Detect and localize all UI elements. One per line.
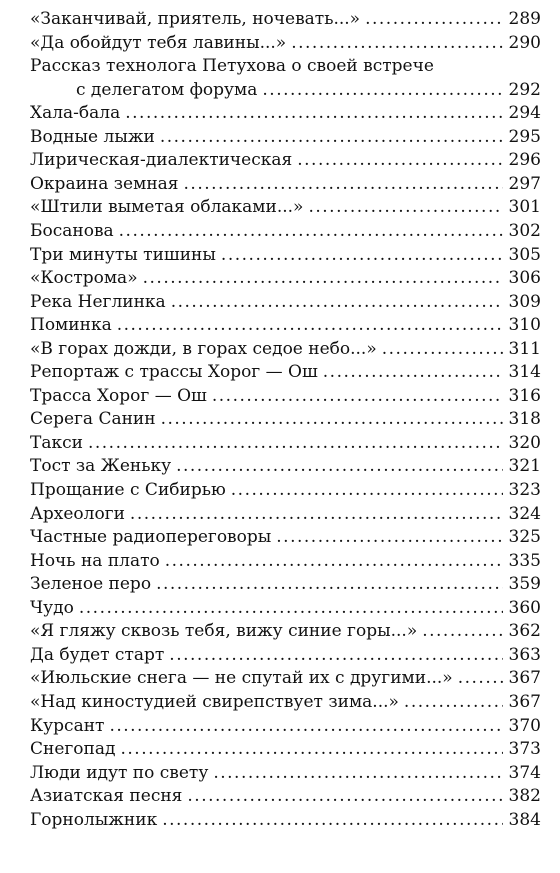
toc-entry-title: Люди идут по свету (30, 762, 209, 783)
toc-entry-page: 335 (508, 550, 541, 571)
toc-entry (30, 786, 541, 806)
toc-dot-leader (79, 598, 503, 618)
toc-dot-leader (169, 645, 502, 665)
toc-dot-leader (88, 433, 503, 453)
toc-dot-leader (165, 551, 503, 571)
toc-entry-page: 311 (508, 338, 541, 359)
toc-entry-title: Водные лыжи (30, 126, 155, 147)
toc-dot-leader (120, 739, 502, 759)
toc-entry-title: «Штили выметая облаками...» (30, 197, 304, 218)
toc-dot-leader (404, 692, 503, 712)
toc-entry-title: «Июльские снега — не спутай их с другими...» (30, 668, 453, 689)
toc-entry (30, 433, 541, 453)
toc-entry-title: «Заканчивай, приятель, ночевать...» (30, 9, 361, 29)
toc-entry-page: 297 (508, 173, 541, 194)
toc-entry-page: 367 (508, 691, 541, 712)
toc-entry-page: 374 (508, 762, 541, 783)
toc-entry-page: 305 (508, 244, 541, 265)
toc-entry-title: Река Неглинка (30, 291, 166, 312)
toc-dot-leader (422, 621, 502, 641)
toc-entry (30, 574, 541, 594)
toc-dot-leader (231, 480, 503, 500)
toc-entry (30, 127, 541, 147)
toc-entry (30, 221, 541, 241)
toc-entry-page: 360 (508, 597, 541, 618)
toc-entry (30, 150, 541, 170)
toc-entry-title: Лирическая-диалектическая (30, 150, 293, 171)
toc-dot-leader (276, 527, 502, 547)
toc-entry (30, 551, 541, 571)
toc-entry-title: «В горах дожди, в горах седое небо...» (30, 338, 377, 359)
toc-entry-title: Тост за Женьку (30, 456, 172, 477)
toc-entry-title: Частные радиопереговоры (30, 527, 272, 548)
toc-entry (30, 739, 541, 759)
toc-entry-title: Хала-бала (30, 103, 121, 124)
toc-entry-title: Снегопад (30, 739, 116, 760)
toc-dot-leader (119, 221, 503, 241)
toc-entry-title: «Я гляжу сквозь тебя, вижу синие горы...» (30, 621, 418, 642)
toc-entry (30, 621, 541, 641)
toc-entry (30, 9, 541, 29)
toc-entry-page: 296 (508, 150, 541, 171)
toc-entry-title: «Над киностудией свирепствует зима...» (30, 691, 399, 712)
toc-dot-leader (117, 315, 503, 335)
toc-entry-title: Горнолыжник (30, 809, 158, 830)
toc-entry-page: 321 (508, 456, 541, 477)
toc-entry (30, 480, 541, 500)
toc-entry (30, 763, 541, 783)
toc-dot-leader (171, 292, 503, 312)
toc-entry (30, 197, 541, 217)
toc-entry-title: с делегатом форума (76, 79, 258, 100)
toc-entry-page: 384 (508, 809, 541, 830)
toc-entry-title: Зеленое перо (30, 574, 152, 595)
toc-entry-page: 324 (508, 503, 541, 524)
toc-entry-title: Да будет старт (30, 644, 165, 665)
toc-dot-leader (160, 127, 503, 147)
toc-entry (30, 292, 541, 312)
toc-dot-leader (323, 362, 503, 382)
toc-entry-title: Босанова (30, 220, 114, 241)
toc-entry (30, 315, 541, 335)
toc-dot-leader (156, 574, 502, 594)
toc-dot-leader (291, 33, 502, 53)
toc-entry-title: Археологи (30, 503, 125, 524)
toc-entry-title: «Да обойдут тебя лавины...» (30, 32, 287, 53)
toc-entry (30, 33, 541, 53)
toc-dot-leader (184, 174, 503, 194)
toc-entry-page: 306 (508, 268, 541, 289)
toc-entry (30, 268, 541, 288)
toc-entry-title: Курсант (30, 715, 105, 736)
toc-dot-leader (365, 9, 502, 29)
toc-entry (30, 645, 541, 665)
toc-entry-page: 314 (508, 362, 541, 383)
toc-entry-page: 294 (508, 103, 541, 124)
toc-entry-page: 382 (508, 786, 541, 807)
toc-entry (30, 810, 541, 830)
toc-entry (30, 692, 541, 712)
toc-entry (30, 245, 541, 265)
toc-dot-leader (221, 245, 503, 265)
toc-entry (30, 174, 541, 194)
toc-entry-title: Трасса Хорог — Ош (30, 385, 207, 406)
toc-entry-title: Азиатская песня (30, 786, 183, 807)
toc-dot-leader (162, 810, 502, 830)
toc-dot-leader (143, 268, 503, 288)
toc-entry-page: 302 (508, 220, 541, 241)
toc-entry-title: Три минуты тишины (30, 244, 216, 265)
toc-entry-page: 295 (508, 126, 541, 147)
toc-dot-leader (382, 339, 503, 359)
toc-entry-page: 301 (508, 197, 541, 218)
toc-entry-title: Окраина земная (30, 173, 179, 194)
toc-dot-leader (187, 786, 502, 806)
toc-entry-page: 316 (508, 385, 541, 406)
toc-dot-leader (130, 504, 503, 524)
toc-dot-leader (308, 197, 502, 217)
toc-entry-page: 290 (508, 32, 541, 53)
toc-dot-leader (176, 456, 502, 476)
toc-entry (30, 339, 541, 359)
toc-entry (30, 56, 541, 76)
toc-dot-leader (213, 763, 502, 783)
toc-entry-title: Серега Санин (30, 409, 156, 430)
toc-entry (76, 80, 541, 100)
toc-dot-leader (125, 103, 502, 123)
toc-entry-title: Репортаж с трассы Хорог — Ош (30, 362, 318, 383)
toc-entry-page: 359 (508, 574, 541, 595)
toc-entry (30, 716, 541, 736)
toc-dot-leader (109, 716, 502, 736)
toc-entry-title: «Кострома» (30, 268, 138, 289)
toc-entry-page: 325 (508, 527, 541, 548)
toc-dot-leader (458, 668, 503, 688)
toc-entry-title: Такси (30, 432, 83, 453)
toc-entry-title: Чудо (30, 597, 74, 618)
toc-dot-leader (297, 150, 502, 170)
toc-entry-title: Рассказ технолога Петухова о своей встрече (30, 56, 434, 77)
toc-entry-title: Ночь на плато (30, 550, 160, 571)
toc-entry-title: Поминка (30, 315, 112, 336)
toc-dot-leader (262, 80, 502, 100)
toc-entry-page: 320 (508, 432, 541, 453)
toc-entry (30, 386, 541, 406)
toc-dot-leader (161, 409, 503, 429)
toc-entry-page: 370 (508, 715, 541, 736)
toc-entry-page: 367 (508, 668, 541, 689)
toc-entry-page: 373 (508, 739, 541, 760)
toc-entry (30, 456, 541, 476)
toc-entry (30, 668, 541, 688)
toc-entry (30, 362, 541, 382)
toc-entry (30, 409, 541, 429)
toc-entry-page: 309 (508, 291, 541, 312)
toc-dot-leader (212, 386, 503, 406)
toc-entry-page: 289 (508, 9, 541, 29)
toc-entry (30, 598, 541, 618)
toc-entry-page: 362 (508, 621, 541, 642)
toc-entry (30, 527, 541, 547)
toc-entry-page: 363 (508, 644, 541, 665)
toc-entry-page: 318 (508, 409, 541, 430)
toc-entry-page: 292 (508, 79, 541, 100)
toc-entry-page: 323 (508, 480, 541, 500)
toc-entry (30, 504, 541, 524)
toc-entry-title: Прощание с Сибирью (30, 480, 226, 500)
toc-entry (30, 103, 541, 123)
toc-entry-page: 310 (508, 315, 541, 336)
